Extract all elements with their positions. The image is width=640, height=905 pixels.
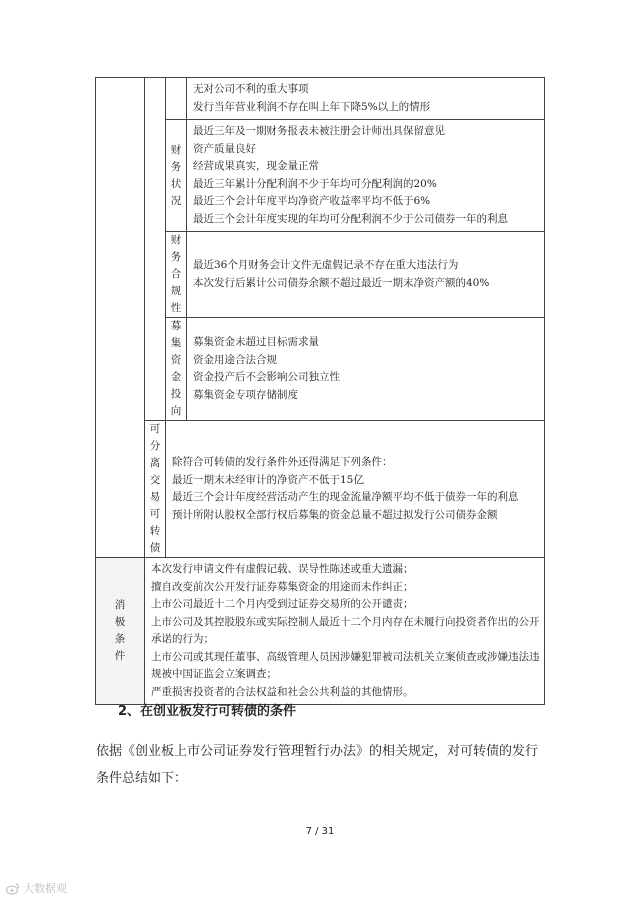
negative-label — [96, 558, 145, 705]
list-item: 最近三个会计年度经营活动产生的现金流量净额平均不低于债券一年的利息 — [172, 491, 519, 503]
label-char: 条 — [114, 633, 126, 645]
list-item: 除符合可转债的发行条件外还得满足下列条件： — [172, 456, 393, 468]
label-char: 规 — [170, 285, 182, 297]
label-char: 转 — [149, 525, 161, 537]
body-paragraph: 依据《创业板上市公司证券发行管理暂行办法》的相关规定，对可转债的发行条件总结如下： — [96, 744, 539, 786]
weibo-icon — [6, 883, 20, 895]
label-char: 债 — [149, 542, 161, 554]
fund-use-cell — [187, 318, 545, 421]
label-char: 性 — [170, 302, 182, 314]
list-item: 擅自改变前次公开发行证券募集资金的用途而未作纠正； — [151, 580, 414, 593]
label-char: 务 — [170, 160, 182, 173]
label-char: 离 — [149, 457, 161, 469]
section-heading: 2、在创业板发行可转债的条件 — [118, 704, 297, 719]
empty-cell — [96, 78, 145, 558]
list-item: 募集资金专项存储制度 — [193, 388, 298, 401]
watermark — [6, 880, 67, 896]
table-row — [96, 421, 545, 558]
list-item: 资金用途合法合规 — [193, 353, 277, 366]
negative-cell — [145, 558, 545, 705]
label-char: 况 — [170, 194, 182, 207]
empty-cell — [145, 78, 166, 421]
list-item: 发行当年营业利润不存在叫上年下降5%以上的情形 — [193, 100, 431, 113]
label-char: 件 — [114, 650, 126, 662]
label-char: 财 — [170, 234, 182, 246]
label-char: 向 — [170, 405, 182, 417]
list-item: 经营成果真实，现金量正常 — [193, 160, 319, 172]
list-item: 最近三个会计年度实现的年均可分配利润不少于公司债券一年的利息 — [193, 212, 508, 225]
list-item: 最近一期末未经审计的净资产不低于15亿 — [172, 473, 364, 486]
list-item: 资金投产后不会影响公司独立性 — [193, 371, 340, 383]
label-char: 交 — [149, 474, 161, 486]
label-char: 可 — [149, 423, 161, 435]
list-item: 本次发行后累计公司债券余额不超过最近一期末净资产额的40% — [193, 276, 490, 289]
label-char: 集 — [170, 337, 182, 349]
watermark-text: 大数据观 — [23, 882, 67, 895]
list-item: 预计所附认股权全部行权后募集的资金总量不超过拟发行公司债券金额 — [172, 508, 498, 521]
separable-cell — [166, 421, 545, 558]
list-item: 严重损害投资者的合法权益和社会公共利益的其他情形。 — [151, 685, 414, 698]
label-char: 可 — [149, 508, 161, 520]
label-char: 投 — [170, 388, 182, 400]
empty-cell — [166, 78, 187, 120]
label-char: 易 — [149, 491, 161, 503]
list-item: 上市公司或其现任董事、高级管理人员因涉嫌犯罪被司法机关立案侦查或涉嫌违法违规被中国证监会立案调查； — [151, 650, 540, 680]
label-char: 合 — [170, 268, 182, 280]
list-item: 最近三年及一期财务报表未被注册会计师出具保留意见 — [193, 125, 445, 137]
finance-status-label — [166, 120, 187, 232]
label-char: 金 — [170, 371, 182, 383]
label-char: 状 — [170, 177, 182, 190]
label-char: 务 — [170, 251, 182, 263]
label-char: 财 — [170, 143, 182, 156]
page-number: 7 / 31 — [305, 826, 335, 837]
list-item: 最近三年累计分配利润不少于年均可分配利润的20% — [193, 177, 437, 190]
label-char: 募 — [170, 320, 182, 332]
top-continuation-cell — [187, 78, 545, 120]
list-item: 无对公司不利的重大事项 — [193, 83, 309, 95]
table-row — [96, 78, 545, 120]
label-char: 极 — [114, 616, 126, 628]
list-item: 上市公司最近十二个月内受到过证券交易所的公开谴责； — [151, 598, 414, 610]
list-item: 最近36个月财务会计文件无虚假记录不存在重大违法行为 — [193, 259, 459, 271]
list-item: 上市公司及其控股股东或实际控制人最近十二个月内存在未履行向投资者作出的公开承诺的行为； — [151, 615, 540, 645]
label-char: 资 — [170, 354, 182, 366]
conditions-table — [95, 77, 545, 705]
list-item: 募集资金未超过目标需求量 — [193, 336, 319, 348]
finance-compliance-label — [166, 232, 187, 318]
list-item: 资产质量良好 — [193, 142, 256, 155]
table-row — [96, 558, 545, 705]
separable-label — [145, 421, 166, 558]
finance-status-cell — [187, 120, 545, 232]
label-char: 分 — [149, 440, 161, 452]
fund-use-label — [166, 318, 187, 421]
list-item: 本次发行申请文件有虚假记载、误导性陈述或重大遗漏； — [151, 563, 414, 575]
finance-compliance-cell — [187, 232, 545, 318]
label-char: 消 — [114, 599, 126, 611]
list-item: 最近三个会计年度平均净资产收益率平均不低于6% — [193, 195, 431, 207]
